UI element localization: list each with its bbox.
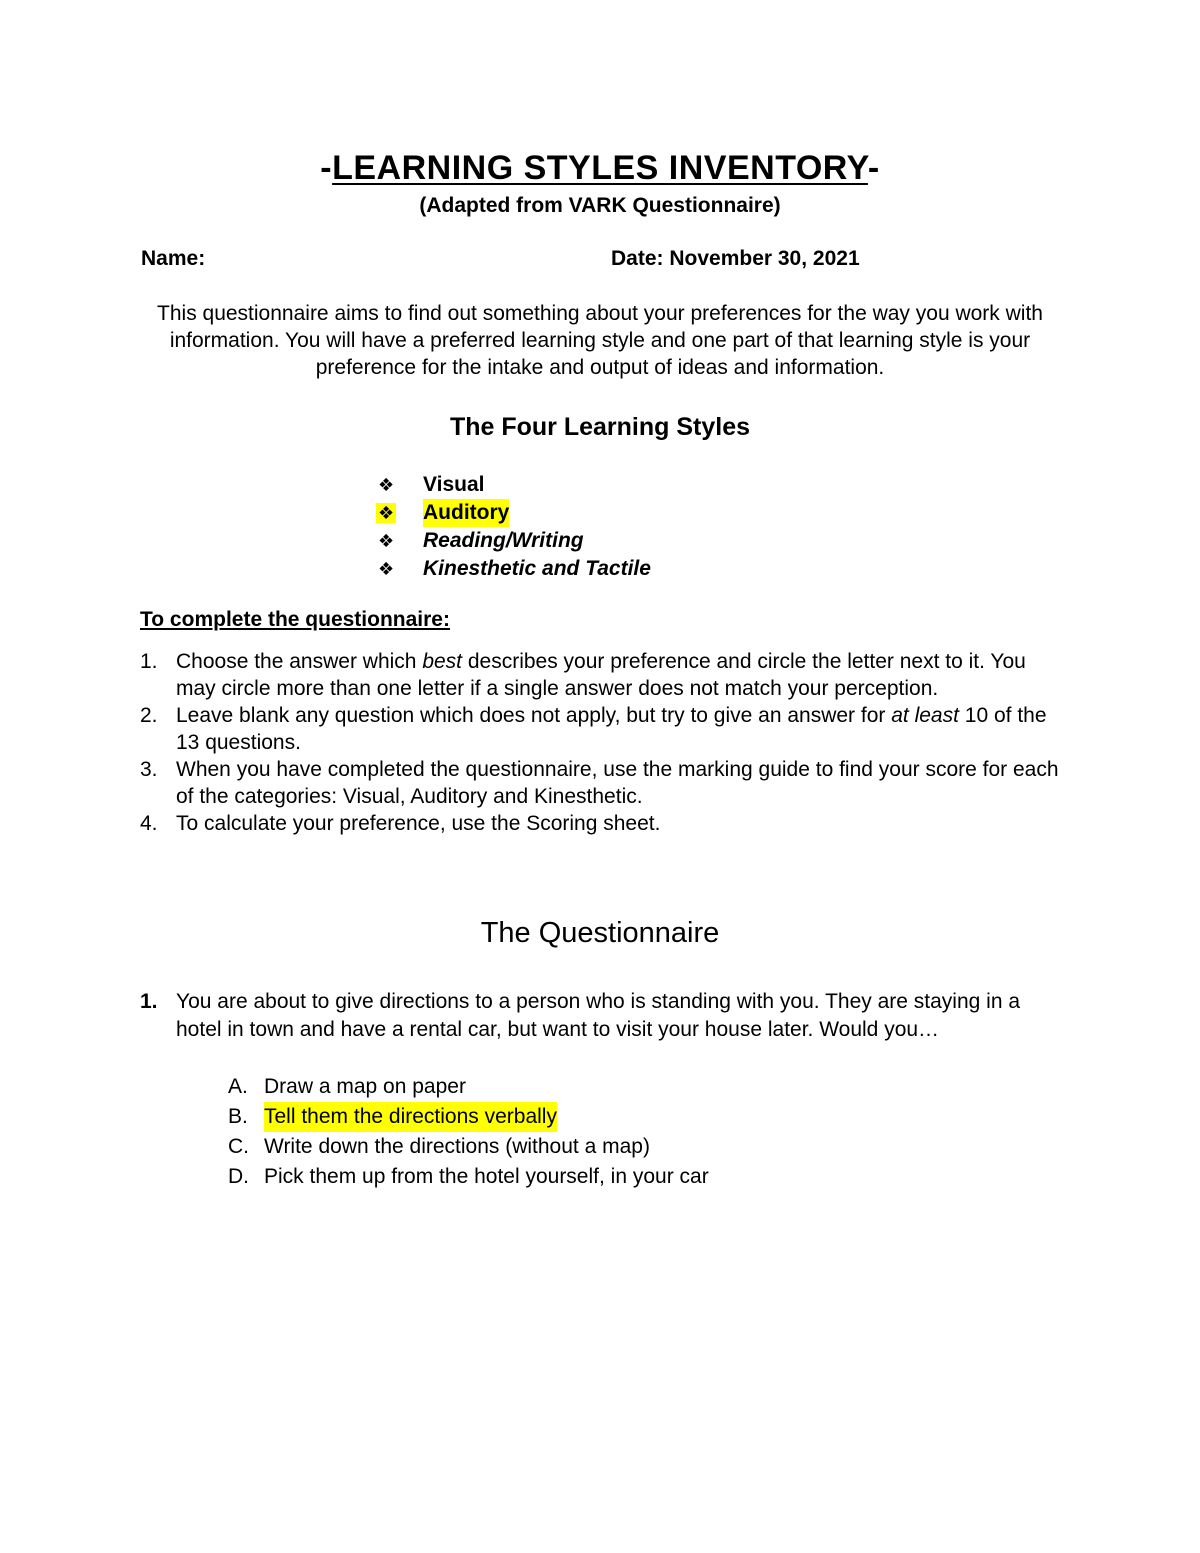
step-number: 2.	[140, 704, 158, 727]
styles-heading: The Four Learning Styles	[449, 413, 751, 441]
list-item	[140, 648, 1065, 702]
list-item	[140, 702, 1065, 756]
option-letter: D.	[228, 1165, 249, 1188]
diamond-bullet-icon: ❖	[378, 503, 395, 523]
step-emphasis: best	[422, 650, 463, 673]
title-suffix: -	[867, 149, 880, 187]
option-letter: A.	[228, 1075, 248, 1098]
diamond-bullet-icon: ❖	[378, 559, 395, 579]
step-text: When you have completed the questionnaire, use the marking guide to find your score for each of the categories: Visual, Auditory and Kinesthetic.	[176, 758, 1059, 808]
question-1	[140, 988, 1040, 1044]
instructions-list	[140, 648, 1065, 837]
style-label-reading-writing: Reading/Writing	[423, 529, 584, 552]
diamond-bullet-icon: ❖	[378, 475, 395, 495]
document-subtitle: (Adapted from VARK Questionnaire)	[419, 194, 781, 217]
name-label: Name:	[141, 247, 206, 270]
questionnaire-heading: The Questionnaire	[480, 917, 720, 949]
option-text: Draw a map on paper	[264, 1075, 466, 1098]
date-label: Date: November 30, 2021	[611, 247, 860, 270]
option-text: Write down the directions (without a map)	[264, 1135, 650, 1158]
step-emphasis: at least	[891, 704, 959, 727]
list-item	[140, 756, 1065, 810]
instructions-heading: To complete the questionnaire:	[140, 608, 450, 631]
document-title	[0, 149, 1200, 188]
step-number: 3.	[140, 758, 158, 781]
option-letter: C.	[228, 1135, 249, 1158]
style-label-auditory: Auditory	[423, 499, 509, 527]
step-text: describes your preference and circle the letter next to it. You may circle more than one letter if a single answer does not match your perception.	[176, 650, 1026, 700]
option-text: Tell them the directions verbally	[264, 1102, 557, 1132]
option-letter: B.	[228, 1105, 248, 1128]
step-text: 10 of the 13 questions.	[176, 704, 1047, 754]
style-label-kinesthetic: Kinesthetic and Tactile	[423, 557, 651, 580]
step-number: 1.	[140, 650, 158, 673]
diamond-bullet-icon: ❖	[378, 531, 395, 551]
step-text: To calculate your preference, use the Scoring sheet.	[176, 812, 661, 835]
question-number: 1.	[140, 990, 158, 1013]
title-text: LEARNING STYLES INVENTORY	[332, 149, 868, 187]
step-text: Choose the answer which	[176, 650, 423, 673]
intro-paragraph: This questionnaire aims to find out something about your preferences for the way you work with information. You will have a preferred learning style and one part of that learning style is your preference for the intake and output of ideas and information.	[157, 302, 1043, 379]
style-label-visual: Visual	[423, 473, 485, 496]
list-item	[140, 810, 1065, 837]
question-text: You are about to give directions to a person who is standing with you. They are staying in a hotel in town and have a rental car, but want to visit your house later. Would you…	[176, 990, 1021, 1041]
step-text: Leave blank any question which does not apply, but try to give an answer for	[176, 704, 892, 727]
option-text: Pick them up from the hotel yourself, in your car	[264, 1165, 709, 1188]
title-prefix: -	[320, 149, 333, 187]
step-number: 4.	[140, 812, 158, 835]
